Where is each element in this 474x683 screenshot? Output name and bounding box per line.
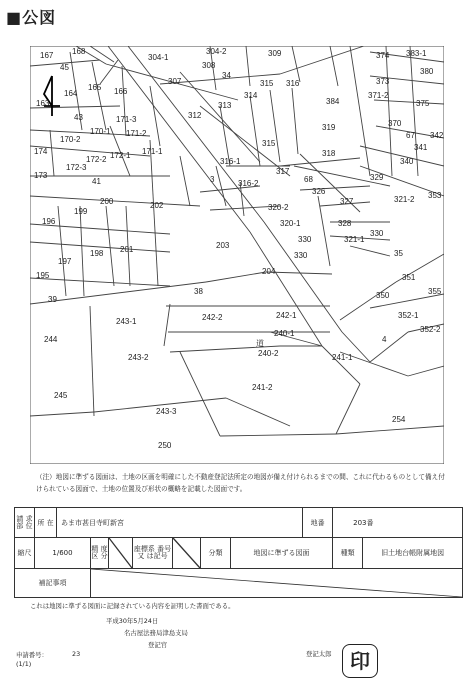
parcel-boundary <box>226 398 290 426</box>
chiban-label: 地番 <box>303 508 333 538</box>
parcel-number: 327 <box>340 197 354 206</box>
parcel-boundary <box>330 46 338 86</box>
parcel-number: 321-1 <box>344 235 365 244</box>
parcel-boundary <box>58 206 66 296</box>
parcel-boundary <box>150 86 160 146</box>
parcel-number: 243-3 <box>156 407 177 416</box>
parcel-number: 352-2 <box>420 325 441 334</box>
parcel-boundary <box>80 206 84 296</box>
parcel-number: 164 <box>64 89 78 98</box>
parcel-number: 68 <box>304 175 313 184</box>
parcel-boundary <box>122 66 126 136</box>
parcel-number: 173 <box>34 171 48 180</box>
parcel-number: 167 <box>40 51 54 60</box>
parcel-number: 307 <box>168 77 182 86</box>
parcel-boundary <box>336 384 360 434</box>
parcel-number: 340 <box>400 157 414 166</box>
shozai-value: あま市甚目寺町新宮 <box>57 508 303 538</box>
parcel-boundary <box>128 46 264 222</box>
parcel-boundary <box>350 46 370 176</box>
chiban-value: 203番 <box>333 508 463 538</box>
parcel-number: 308 <box>202 61 216 70</box>
parcel-number: 383-1 <box>406 49 427 58</box>
zahyo-label: 座標系 番号又 は記号 <box>133 538 173 569</box>
parcel-number: 34 <box>222 71 231 80</box>
parcel-number: 254 <box>392 415 406 424</box>
parcel-boundary <box>250 96 260 166</box>
parcel-boundary <box>150 140 158 286</box>
parcel-number: 241-2 <box>252 383 273 392</box>
parcel-number: 200 <box>100 197 114 206</box>
parcel-number: 166 <box>114 87 128 96</box>
parcel-number: 350 <box>376 291 390 300</box>
shukushaku-value: 1/600 <box>35 538 91 569</box>
parcel-boundary <box>106 206 114 286</box>
parcel-number: 4 <box>382 335 387 344</box>
parcel-number: 319 <box>322 123 336 132</box>
parcel-number: 165 <box>88 83 102 92</box>
parcel-number: 199 <box>74 207 88 216</box>
parcel-number: 67 <box>406 131 415 140</box>
hoki-label: 補記事項 <box>15 569 91 598</box>
parcel-boundary <box>350 246 390 256</box>
seido-empty <box>109 538 133 569</box>
parcel-number: 320-2 <box>268 203 289 212</box>
parcel-number: 304-2 <box>206 47 227 56</box>
officer-label: 登記官 <box>148 641 168 649</box>
parcel-number: 243-1 <box>116 317 137 326</box>
cadastral-map <box>30 46 444 464</box>
parcel-number: 202 <box>150 201 164 210</box>
parcel-number: 道 <box>256 339 264 348</box>
bunrui-label: 分類 <box>201 538 231 569</box>
parcel-number: 309 <box>268 49 282 58</box>
parcel-number: 245 <box>54 391 68 400</box>
parcel-number: 250 <box>158 441 172 450</box>
parcel-number: 375 <box>416 99 430 108</box>
parcel-number: 3 <box>210 175 215 184</box>
parcel-number: 352-1 <box>398 311 419 320</box>
parcel-number: 195 <box>36 271 50 280</box>
bunrui-value: 地図に準ずる図面 <box>231 538 333 569</box>
parcel-number: 244 <box>44 335 58 344</box>
shurui-label: 種類 <box>333 538 363 569</box>
request-number-label: 申請番号： <box>16 651 48 659</box>
parcel-number: 355 <box>428 287 442 296</box>
parcel-number: 170-2 <box>60 135 81 144</box>
parcel-number: 198 <box>90 249 104 258</box>
parcel-boundary <box>180 352 220 436</box>
parcel-boundary <box>386 46 392 176</box>
parcel-number: 373 <box>376 77 390 86</box>
parcel-number: 330 <box>370 229 384 238</box>
parcel-number: 316 <box>286 79 300 88</box>
shukushaku-label: 縮尺 <box>15 538 35 569</box>
parcel-number: 240-2 <box>258 349 279 358</box>
parcel-number: 196 <box>42 217 56 226</box>
parcel-boundary <box>336 426 444 434</box>
parcel-boundary <box>340 282 396 320</box>
parcel-number: 315 <box>262 139 276 148</box>
parcel-number: 203 <box>216 241 230 250</box>
seido-label: 精 度 区 分 <box>91 538 109 569</box>
parcel-number: 353 <box>428 191 442 200</box>
parcel-number: 243-2 <box>128 353 149 362</box>
parcel-number: 174 <box>34 147 48 156</box>
parcel-boundary <box>200 106 290 176</box>
request-number-value: 23 <box>72 650 81 658</box>
parcel-number: 171-3 <box>116 115 137 124</box>
parcel-boundary <box>92 62 106 130</box>
parcel-boundary <box>90 306 94 416</box>
parcel-number: 242-2 <box>202 313 223 322</box>
page-indicator: (1/1) <box>16 660 32 668</box>
parcel-boundary <box>180 156 190 206</box>
parcel-boundary <box>220 434 336 436</box>
parcel-number: 241-1 <box>332 353 353 362</box>
parcel-boundary <box>90 46 114 62</box>
parcel-boundary <box>206 272 266 282</box>
zahyo-empty <box>173 538 201 569</box>
parcel-number: 320-1 <box>280 219 301 228</box>
parcel-number: 197 <box>58 257 72 266</box>
parcel-number: 240-1 <box>274 329 295 338</box>
parcel-number: 330 <box>298 235 312 244</box>
parcel-number: 313 <box>218 101 232 110</box>
parcel-number: 315 <box>260 79 274 88</box>
shurui-value: 旧土地台帳附属地図 <box>363 538 463 569</box>
parcel-number: 171-2 <box>126 129 147 138</box>
parcel-number: 39 <box>48 295 57 304</box>
map-note: （注）地図に準ずる図面は、土地の区画を明確にした不動産登記法所定の地図が備え付けられるまでの間、これに代わるものとして備え付けられている図面で、土地の位置及び形状の概略を記載した図面です。 <box>36 473 445 493</box>
parcel-boundary <box>164 304 170 346</box>
parcel-boundary <box>216 166 226 206</box>
parcel-number: 371-2 <box>368 91 389 100</box>
parcel-number: 172-2 <box>86 155 107 164</box>
parcel-number: 171-1 <box>142 147 163 156</box>
parcel-boundary <box>292 88 298 154</box>
parcel-number: 172-1 <box>110 151 131 160</box>
parcel-number: 328 <box>338 219 352 228</box>
parcel-number: 172-3 <box>66 163 87 172</box>
parcel-number: 317 <box>276 167 290 176</box>
parcel-boundary <box>292 46 300 82</box>
parcel-number: 370 <box>388 119 402 128</box>
parcel-number: 342 <box>430 131 444 140</box>
parcel-number: 380 <box>420 67 434 76</box>
parcel-number: 318 <box>322 149 336 158</box>
parcel-number: 321-2 <box>394 195 415 204</box>
parcel-boundary <box>30 278 170 286</box>
parcel-number: 329 <box>370 173 384 182</box>
parcel-number: 374 <box>376 51 390 60</box>
parcel-number: 326 <box>312 187 326 196</box>
parcel-number: 163 <box>36 99 50 108</box>
parcel-number: 43 <box>74 113 83 122</box>
parcel-boundary <box>300 186 370 190</box>
parcel-number: 41 <box>92 177 101 186</box>
parcel-number: 316-1 <box>220 157 241 166</box>
cert-date: 平成30年5月24日 <box>106 617 159 625</box>
page-title: ■公図 <box>6 8 57 27</box>
shozai-label: 所 在 <box>35 508 57 538</box>
parcel-boundary <box>280 158 360 166</box>
parcel-boundary <box>100 60 118 84</box>
hoki-empty <box>91 569 463 598</box>
parcel-number: 168 <box>72 47 86 56</box>
parcel-number: 45 <box>60 63 69 72</box>
parcel-boundary <box>30 196 200 206</box>
parcel-boundary <box>246 46 250 86</box>
parcel-number: 201 <box>120 245 134 254</box>
parcel-number: 35 <box>394 249 403 258</box>
parcel-number: 330 <box>294 251 308 260</box>
parcel-boundary <box>408 366 444 376</box>
seal-name: 登記太郎 <box>306 650 332 658</box>
parcel-number: 351 <box>402 273 416 282</box>
parcel-boundary <box>374 100 444 104</box>
parcel-number: 341 <box>414 143 428 152</box>
parcel-number: 316-2 <box>238 179 259 188</box>
parcel-number: 38 <box>194 287 203 296</box>
parcel-number: 384 <box>326 97 340 106</box>
parcel-number: 204 <box>262 267 276 276</box>
parcel-boundary <box>270 90 280 162</box>
office-name: 名古屋法務局津島支局 <box>124 629 188 637</box>
info-table <box>14 507 463 598</box>
parcel-number: 314 <box>244 91 258 100</box>
parcel-boundary <box>50 130 54 176</box>
parcel-number: 304-1 <box>148 53 169 62</box>
parcel-number: 170-1 <box>90 127 111 136</box>
certification-text: これは地図に準ずる図面に記録されている内容を証明した書面である。 <box>30 602 235 610</box>
parcel-boundary <box>318 196 330 266</box>
parcel-number: 242-1 <box>276 311 297 320</box>
seikyu-bui-label: 請 求 部 位 <box>15 508 35 538</box>
parcel-boundary <box>322 346 360 384</box>
north-arrow-icon <box>44 76 60 116</box>
parcel-boundary <box>370 332 408 362</box>
parcel-number: 312 <box>188 111 202 120</box>
parcel-boundary <box>30 412 94 416</box>
official-seal: 印 <box>342 644 378 678</box>
